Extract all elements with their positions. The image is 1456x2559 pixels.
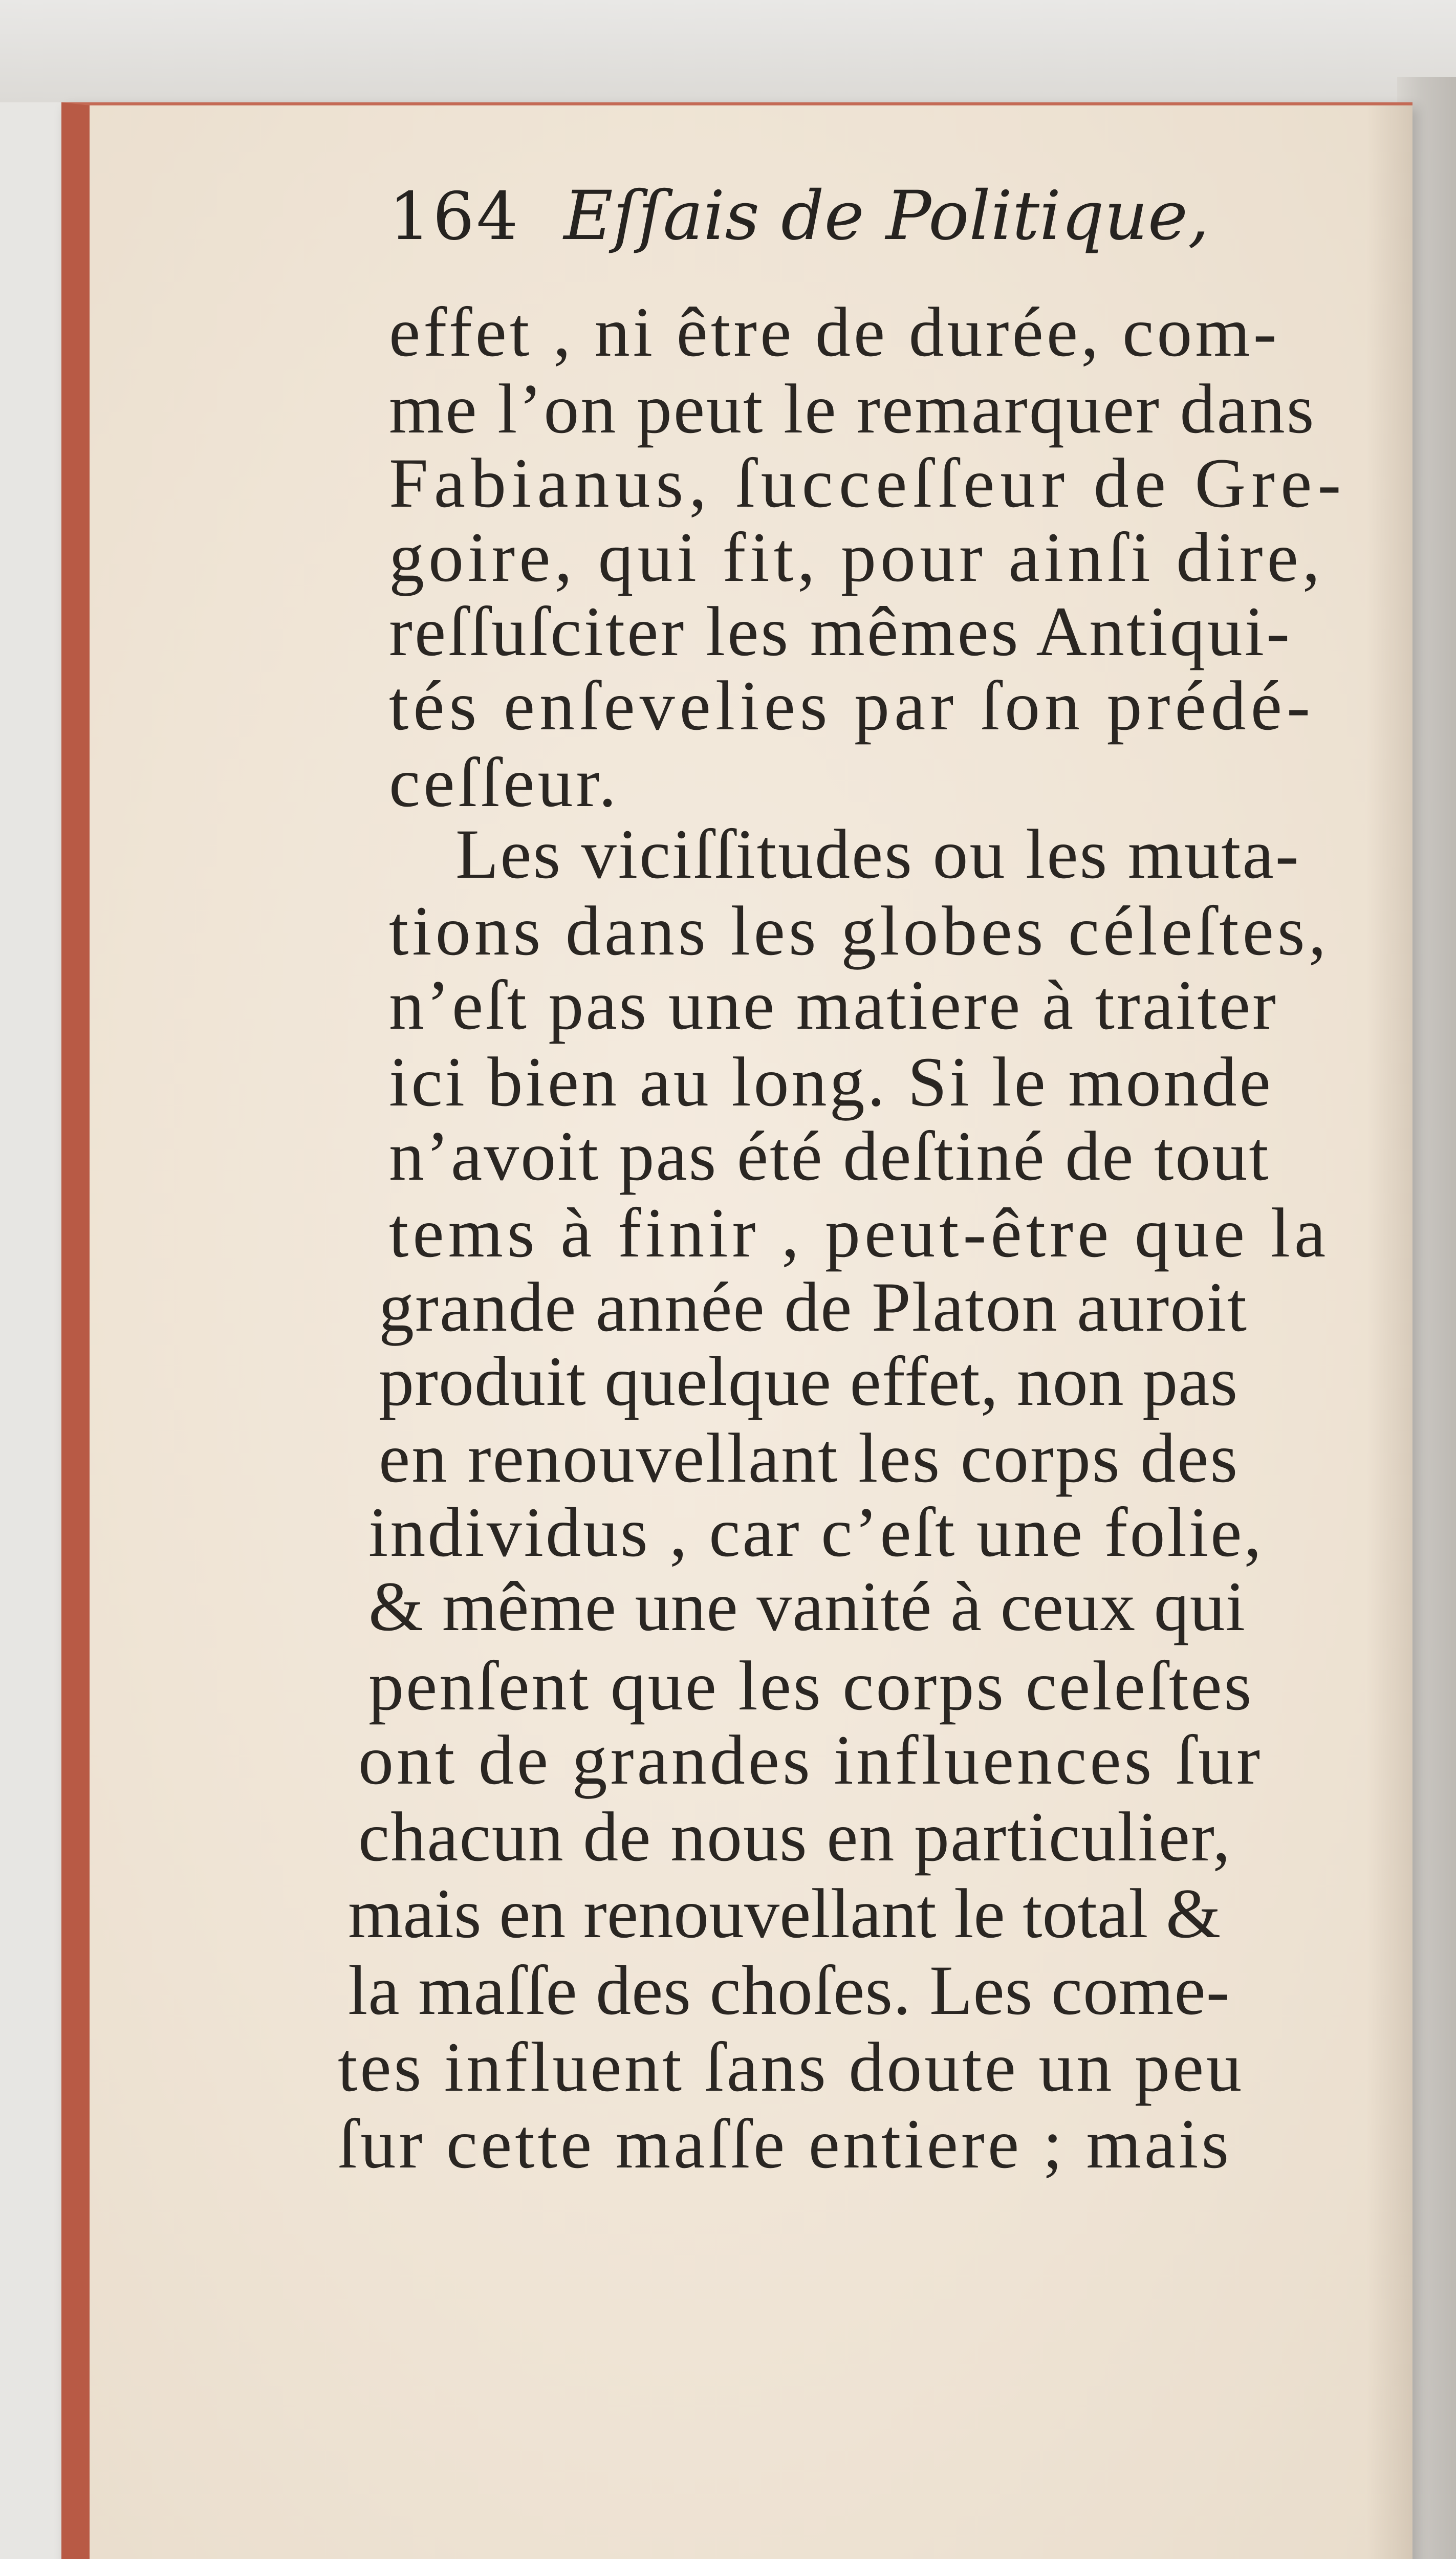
text-line: ſur cette maſſe entiere ; mais — [338, 2105, 1232, 2183]
text-line: & même une vanité à ceux qui — [368, 1567, 1246, 1645]
text-line: penſent que les corps celeſtes — [368, 1646, 1254, 1725]
text-line: ici bien au long. Si le monde — [389, 1043, 1273, 1121]
text-line: n’eſt pas une matiere à traiter — [389, 966, 1278, 1044]
text-line: mais en renouvellant le total & — [348, 1874, 1221, 1953]
text-line: goire, qui fit, pour ainſi dire, — [389, 518, 1324, 596]
text-line: en renouvellant les corps des — [379, 1419, 1240, 1497]
text-line: Fabianus, ſucceſſeur de Gre- — [389, 444, 1347, 522]
text-line: individus , car c’eſt une folie, — [368, 1493, 1264, 1571]
running-head — [389, 177, 1209, 255]
text-line: chacun de nous en particulier, — [358, 1797, 1231, 1876]
text-line: reſſuſciter les mêmes Antiqui- — [389, 592, 1292, 670]
text-line: me l’on peut le remarquer dans — [389, 370, 1316, 448]
text-line: grande année de Platon auroit — [379, 1268, 1248, 1346]
text-line: ceſſeur. — [389, 743, 620, 821]
text-line: ont de grandes influences ſur — [358, 1721, 1264, 1799]
text-line: effet , ni être de durée, com- — [389, 293, 1280, 371]
text-line: la maſſe des choſes. Les come- — [348, 1951, 1230, 2029]
background-shadow — [0, 0, 1456, 102]
text-line: Les viciſſitudes ou les muta- — [455, 815, 1300, 893]
text-line: tés enſevelies par ſon prédé- — [389, 666, 1315, 745]
text-line: tes influent ſans doute un peu — [338, 2028, 1245, 2106]
running-title: Eſſais de Politique, — [563, 177, 1209, 255]
page-number: 164 — [389, 179, 520, 255]
text-line: produit quelque effet, non pas — [379, 1342, 1238, 1420]
text-line: tems à finir , peut-être que la — [389, 1194, 1330, 1272]
text-line: tions dans les globes céleſtes, — [389, 892, 1330, 970]
text-line: n’avoit pas été deſtiné de tout — [389, 1117, 1270, 1195]
